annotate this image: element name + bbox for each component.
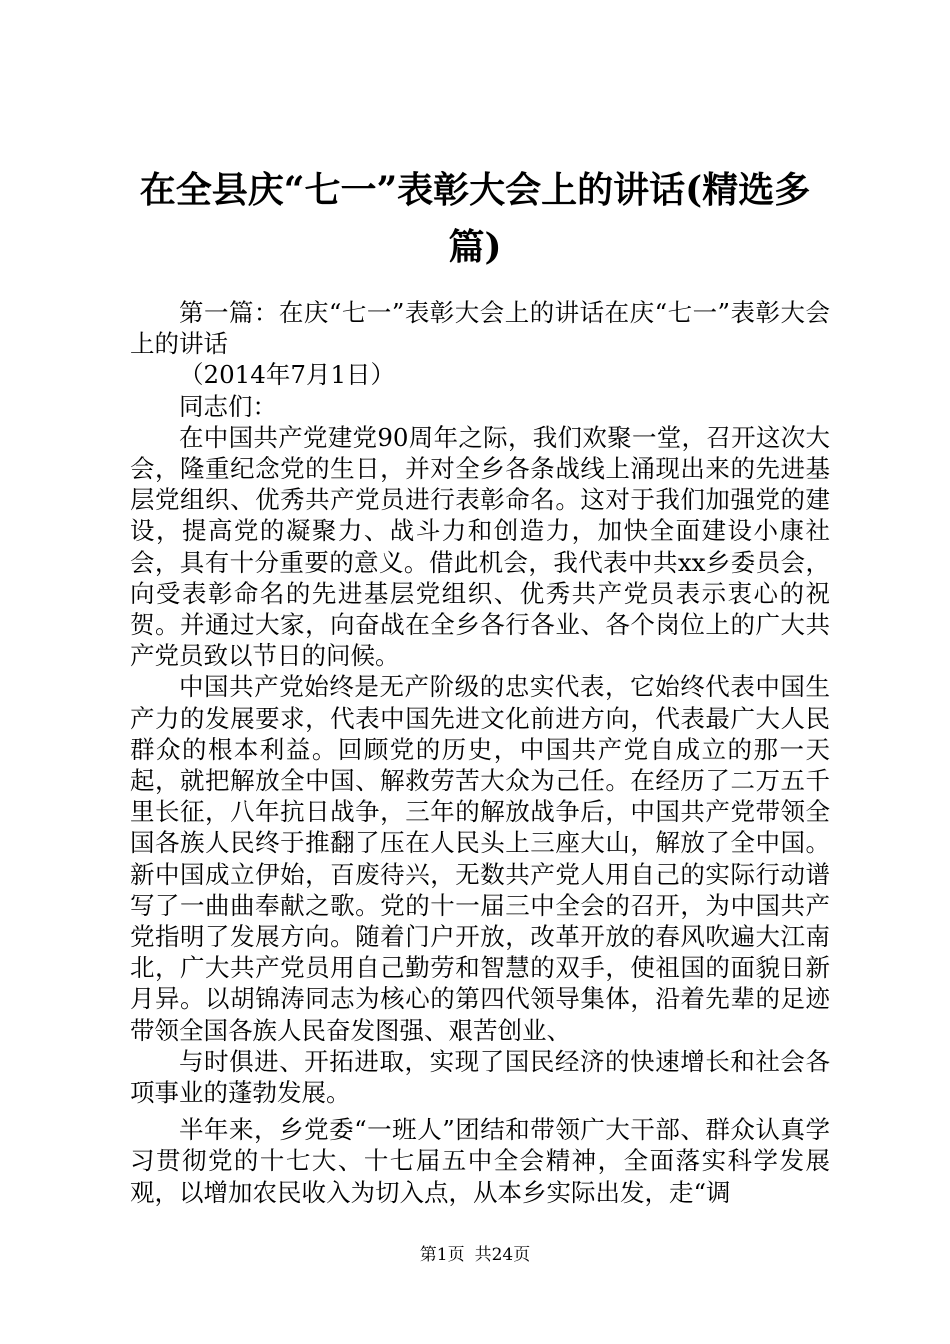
paragraph-body: 半年来，乡党委“一班人”团结和带领广大干部、群众认真学习贯彻党的十七大、十七届五中全会精神，全面落实科学发展观，以增加农民收入为切入点，从本乡实际出发，走“调 — [130, 1115, 830, 1207]
paragraph-body: 在中国共产党建党90周年之际，我们欢聚一堂，召开这次大会，隆重纪念党的生日，并对全乡各条战线上涌现出来的先进基层党组织、优秀共产党员进行表彰命名。这对于我们加强党的建设，提高党的凝聚力、战斗力和创造力，加快全面建设小康社会，具有十分重要的意义。借此机会，我代表中共xx乡委员会，向受表彰命名的先进基层党组织、优秀共产党员表示衷心的祝贺。并通过大家，向奋战在全乡各行各业、各个岗位上的广大共产党员致以节日的问候。 — [130, 422, 830, 671]
document-title: 在全县庆“七一”表彰大会上的讲话(精选多篇) — [139, 169, 811, 268]
total-pages: 共24页 — [474, 1245, 531, 1265]
document-body — [130, 297, 830, 1208]
paragraph-body: 与时俱进、开拓进取，实现了国民经济的快速增长和社会各项事业的蓬勃发展。 — [130, 1046, 830, 1108]
page-number: 第1页 — [419, 1245, 465, 1265]
page-footer — [0, 1243, 950, 1267]
paragraph-chapter-heading: 第一篇：在庆“七一”表彰大会上的讲话在庆“七一”表彰大会上的讲话 — [130, 298, 830, 359]
paragraph-date: （2014年7月1日） — [179, 360, 396, 390]
paragraph-salutation: 同志们： — [179, 391, 277, 421]
paragraph-body: 中国共产党始终是无产阶级的忠实代表，它始终代表中国生产力的发展要求，代表中国先进文化前进方向，代表最广大人民群众的根本利益。回顾党的历史，中国共产党自成立的那一天起，就把解放全中国、解救劳苦大众为己任。在经历了二万五千里长征，八年抗日战争，三年的解放战争后，中国共产党带领全国各族人民终于推翻了压在人民头上三座大山，解放了全中国。新中国成立伊始，百废待兴，无数共产党人用自己的实际行动谱写了一曲曲奉献之歌。党的十一届三中全会的召开，为中国共产党指明了发展方向。随着门户开放，改革开放的春风吹遍大江南北，广大共产党员用自己勤劳和智慧的双手，使祖国的面貌日新月异。以胡锦涛同志为核心的第四代领导集体，沿着先辈的足迹带领全国各族人民奋发图强、艰苦创业、 — [130, 672, 830, 1045]
